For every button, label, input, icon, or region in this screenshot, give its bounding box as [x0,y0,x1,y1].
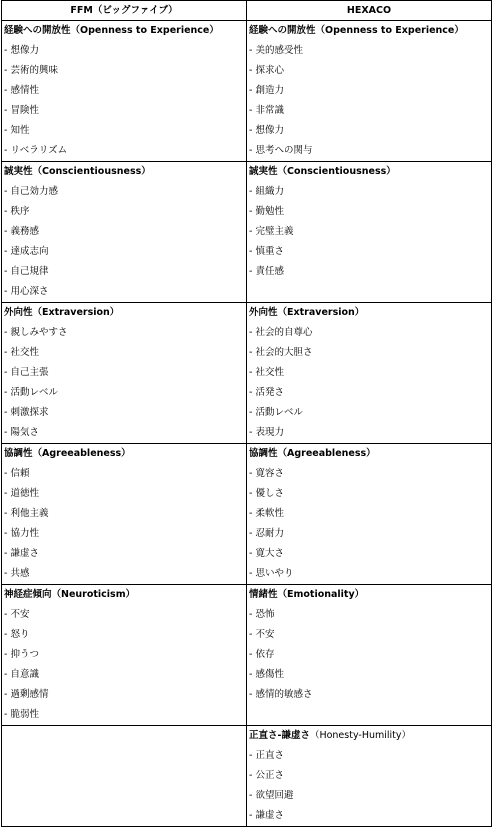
hexaco-trait-title-english: （Honesty-Humility） [309,730,412,741]
trait-row-openness [2,21,492,162]
hexaco-facet: - 寛容さ [249,468,284,479]
ffm-facet: - 自己効力感 [4,186,58,197]
hexaco-facet: - 社会的自尊心 [249,327,313,338]
ffm-facet: - 親しみやすさ [4,327,68,338]
hexaco-facet: - 恐怖 [249,609,275,620]
trait-row-honesty-humility [2,726,492,827]
ffm-facet: - 陽気さ [4,427,39,438]
hexaco-facet: - 正直さ [249,750,284,761]
ffm-trait-cell [2,303,247,444]
hexaco-facet: - 活発さ [249,387,284,398]
hexaco-facet: - 優しさ [249,488,284,499]
ffm-facet: - 義務感 [4,226,39,237]
ffm-facet: - リベラリズム [4,145,68,156]
ffm-hexaco-comparison-table [1,0,492,827]
hexaco-facet: - 責任感 [249,266,284,277]
hexaco-facet: - 美的感受性 [249,45,303,56]
hexaco-facet: - 社交性 [249,367,284,378]
hexaco-facet: - 不安 [249,629,275,640]
hexaco-trait-title-bold: 正直さ-謙虚さ [249,730,310,741]
hexaco-facet: - 完璧主義 [249,226,294,237]
ffm-facet: - 謙虚さ [4,548,39,559]
hexaco-trait-title [247,726,491,746]
hexaco-facet: - 表現力 [249,427,284,438]
ffm-facet: - 道徳性 [4,488,39,499]
ffm-facet: - 知性 [4,125,30,136]
table-header-row [2,1,492,21]
ffm-facet: - 怒り [4,629,30,640]
ffm-facet: - 抑うつ [4,649,39,660]
ffm-trait-cell [2,585,247,726]
hexaco-trait-title: 経験への開放性（Openness to Experience） [249,25,464,36]
hexaco-trait-cell [247,726,492,827]
ffm-facet: - 秩序 [4,206,30,217]
ffm-column-header: FFM（ビッグファイブ） [2,1,247,21]
hexaco-facet: - 慎重さ [249,246,284,257]
ffm-facet: - 芸術的興味 [4,65,58,76]
ffm-trait-title: 外向性（Extraversion） [4,307,120,318]
hexaco-column-header: HEXACO [247,1,492,21]
hexaco-facet: - 依存 [249,649,275,660]
hexaco-facet: - 創造力 [249,85,284,96]
ffm-trait-cell [2,21,247,162]
ffm-trait-cell [2,444,247,585]
hexaco-trait-cell [247,444,492,585]
ffm-facet: - 脆弱性 [4,709,39,720]
trait-row-agreeableness [2,444,492,585]
hexaco-facet: - 柔軟性 [249,508,284,519]
trait-row-extraversion [2,303,492,444]
ffm-facet: - 活動レベル [4,387,58,398]
ffm-facet: - 冒険性 [4,105,39,116]
hexaco-facet: - 謙虚さ [249,810,284,821]
hexaco-trait-title: 情緒性（Emotionality） [249,589,365,600]
hexaco-facet: - 感情的敏感さ [249,689,313,700]
hexaco-facet: - 非常識 [249,105,284,116]
hexaco-trait-cell [247,303,492,444]
hexaco-facet: - 活動レベル [249,407,303,418]
ffm-facet: - 想像力 [4,45,39,56]
hexaco-trait-cell [247,162,492,303]
hexaco-facet: - 探求心 [249,65,284,76]
hexaco-facet: - 勤勉性 [249,206,284,217]
ffm-trait-title: 経験への開放性（Openness to Experience） [4,25,219,36]
ffm-trait-title: 協調性（Agreeableness） [4,448,131,459]
hexaco-trait-title: 外向性（Extraversion） [249,307,365,318]
hexaco-facet: - 感傷性 [249,669,284,680]
ffm-facet: - 用心深さ [4,286,49,297]
ffm-facet: - 協力性 [4,528,39,539]
hexaco-trait-cell [247,585,492,726]
hexaco-facet: - 思考への関与 [249,145,313,156]
hexaco-facet: - 社会的大胆さ [249,347,313,358]
ffm-facet: - 不安 [4,609,30,620]
ffm-facet: - 信頼 [4,468,30,479]
ffm-facet: - 自己主張 [4,367,49,378]
ffm-facet: - 感情性 [4,85,39,96]
trait-row-neuroticism [2,585,492,726]
ffm-trait-title: 誠実性（Conscientiousness） [4,166,151,177]
hexaco-facet: - 欲望回避 [249,790,294,801]
trait-row-conscientiousness [2,162,492,303]
hexaco-trait-title: 協調性（Agreeableness） [249,448,376,459]
hexaco-facet: - 公正さ [249,770,284,781]
ffm-facet: - 共感 [4,568,30,579]
hexaco-facet: - 寛大さ [249,548,284,559]
ffm-trait-title: 神経症傾向（Neuroticism） [4,589,136,600]
hexaco-trait-cell [247,21,492,162]
comparison-table-page [1,0,491,827]
ffm-facet: - 刺激探求 [4,407,49,418]
hexaco-trait-title: 誠実性（Conscientiousness） [249,166,396,177]
ffm-facet: - 自己規律 [4,266,49,277]
ffm-empty-cell [2,726,247,827]
hexaco-facet: - 組織力 [249,186,284,197]
hexaco-facet: - 思いやり [249,568,294,579]
ffm-facet: - 自意識 [4,669,39,680]
ffm-facet: - 利他主義 [4,508,49,519]
ffm-facet: - 社交性 [4,347,39,358]
hexaco-facet: - 忍耐力 [249,528,284,539]
hexaco-facet: - 想像力 [249,125,284,136]
ffm-facet: - 過剰感情 [4,689,49,700]
ffm-facet: - 達成志向 [4,246,49,257]
ffm-trait-cell [2,162,247,303]
